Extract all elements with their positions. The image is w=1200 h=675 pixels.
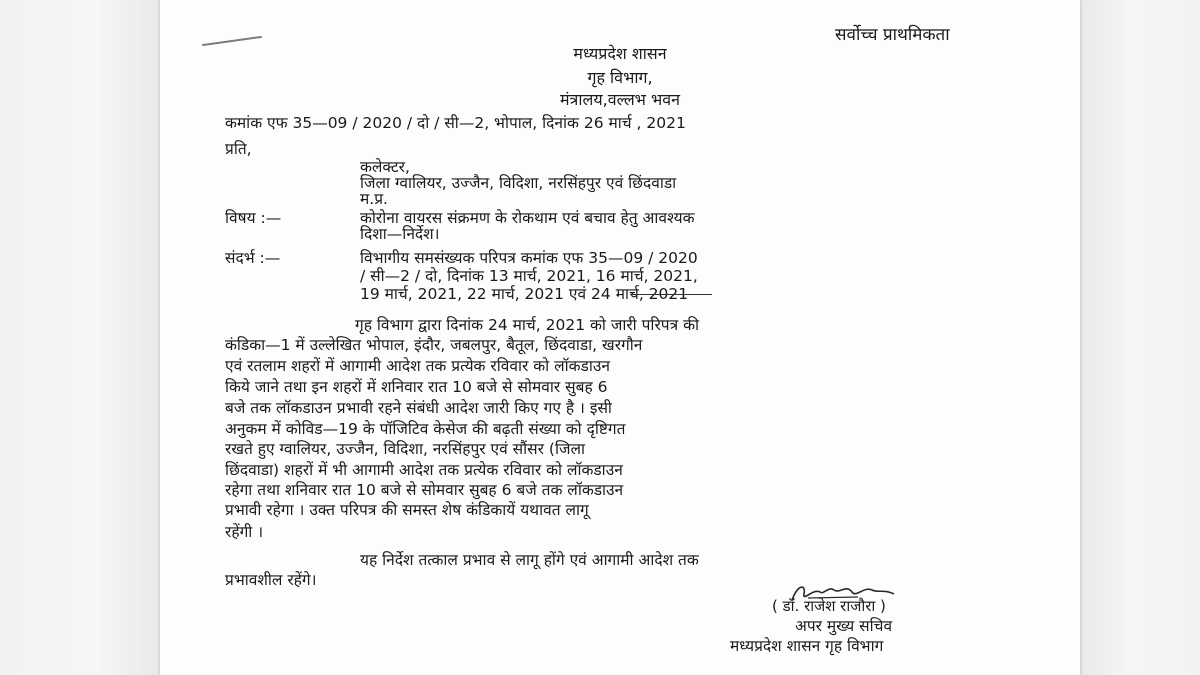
reference-line: 19 मार्च, 2021, 22 मार्च, 2021 एवं 24 मार्च, 2021: [360, 285, 689, 303]
signatory-name: ( डॉ. राजेश राजौरा ): [772, 597, 886, 615]
directive-line: यह निर्देश तत्काल प्रभाव से लागू होंगे एवं आगामी आदेश तक: [360, 551, 699, 569]
reference-line: / सी—2 / दो, दिनांक 13 मार्च, 2021, 16 मार्च, 2021,: [360, 267, 698, 285]
header-government: मध्यप्रदेश शासन: [573, 44, 667, 63]
subject-line: कोरोना वायरस संक्रमण के रोकथाम एवं बचाव हेतु आवश्यक: [360, 209, 695, 227]
body-line: गृह विभाग द्वारा दिनांक 24 मार्च, 2021 को जारी परिपत्र की: [355, 316, 699, 334]
addressee-line: म.प्र.: [360, 190, 388, 208]
header-department: गृह विभाग,: [587, 68, 653, 87]
directive-line: प्रभावशील रहेंगे।: [225, 571, 317, 589]
subject-line: दिशा—निर्देश।: [360, 225, 440, 243]
order-reference-line: कमांक एफ 35—09 / 2020 / दो / सी—2, भोपाल, दिनांक 26 मार्च , 2021: [225, 114, 686, 132]
addressee-line: जिला ग्वालियर, उज्जैन, विदिशा, नरसिंहपुर एवं छिंदवाडा: [360, 174, 677, 192]
document-page: [160, 0, 1080, 675]
body-line: बजे तक लॉकडाउन प्रभावी रहने संबंधी आदेश जारी किए गए है । इसी: [225, 399, 612, 417]
to-label: प्रति,: [225, 140, 252, 158]
body-line: कंडिका—1 में उल्लेखित भोपाल, इंदौर, जबलपुर, बैतूल, छिंदवाडा, खरगौन: [225, 336, 643, 354]
body-line: अनुकम में कोविड—19 के पॉजिटिव केसेज की बढ़ती संख्या को दृष्टिगत: [225, 420, 626, 438]
government-order: [160, 0, 1080, 675]
signatory-designation: अपर मुख्य सचिव: [795, 617, 893, 635]
header-ministry: मंत्रालय,वल्लभ भवन: [559, 90, 681, 109]
body-line: रहेंगी ।: [225, 523, 264, 541]
viewer-margin-left: [0, 0, 160, 675]
body-line: किये जाने तथा इन शहरों में शनिवार रात 10 बजे से सोमवार सुबह 6: [225, 378, 608, 396]
viewer-margin-right: [1080, 0, 1200, 675]
reference-line: विभागीय समसंख्यक परिपत्र कमांक एफ 35—09 / 2020: [360, 249, 698, 267]
body-line: प्रभावी रहेगा । उक्त परिपत्र की समस्त शेष कंडिकायें यथावत लागू: [225, 501, 589, 519]
priority-label: सर्वोच्च प्राथमिकता: [835, 25, 950, 45]
reference-label: संदर्भ :—: [225, 249, 281, 267]
body-line: रहेगा तथा शनिवार रात 10 बजे से सोमवार सुबह 6 बजे तक लॉकडाउन: [225, 481, 624, 499]
body-line: छिंदवाडा) शहरों में भी आगामी आदेश तक प्रत्येक रविवार को लॉकडाउन: [225, 461, 623, 479]
body-line: एवं रतलाम शहरों में आगामी आदेश तक प्रत्येक रविवार को लॉकडाउन: [225, 357, 610, 375]
subject-label: विषय :—: [225, 209, 282, 227]
body-line: रखते हुए ग्वालियर, उज्जैन, विदिशा, नरसिंहपुर एवं सौंसर (जिला: [225, 440, 585, 458]
addressee-line: कलेक्टर,: [360, 158, 410, 176]
separator-rule: [630, 294, 712, 295]
signatory-department: मध्यप्रदेश शासन गृह विभाग: [730, 637, 884, 655]
